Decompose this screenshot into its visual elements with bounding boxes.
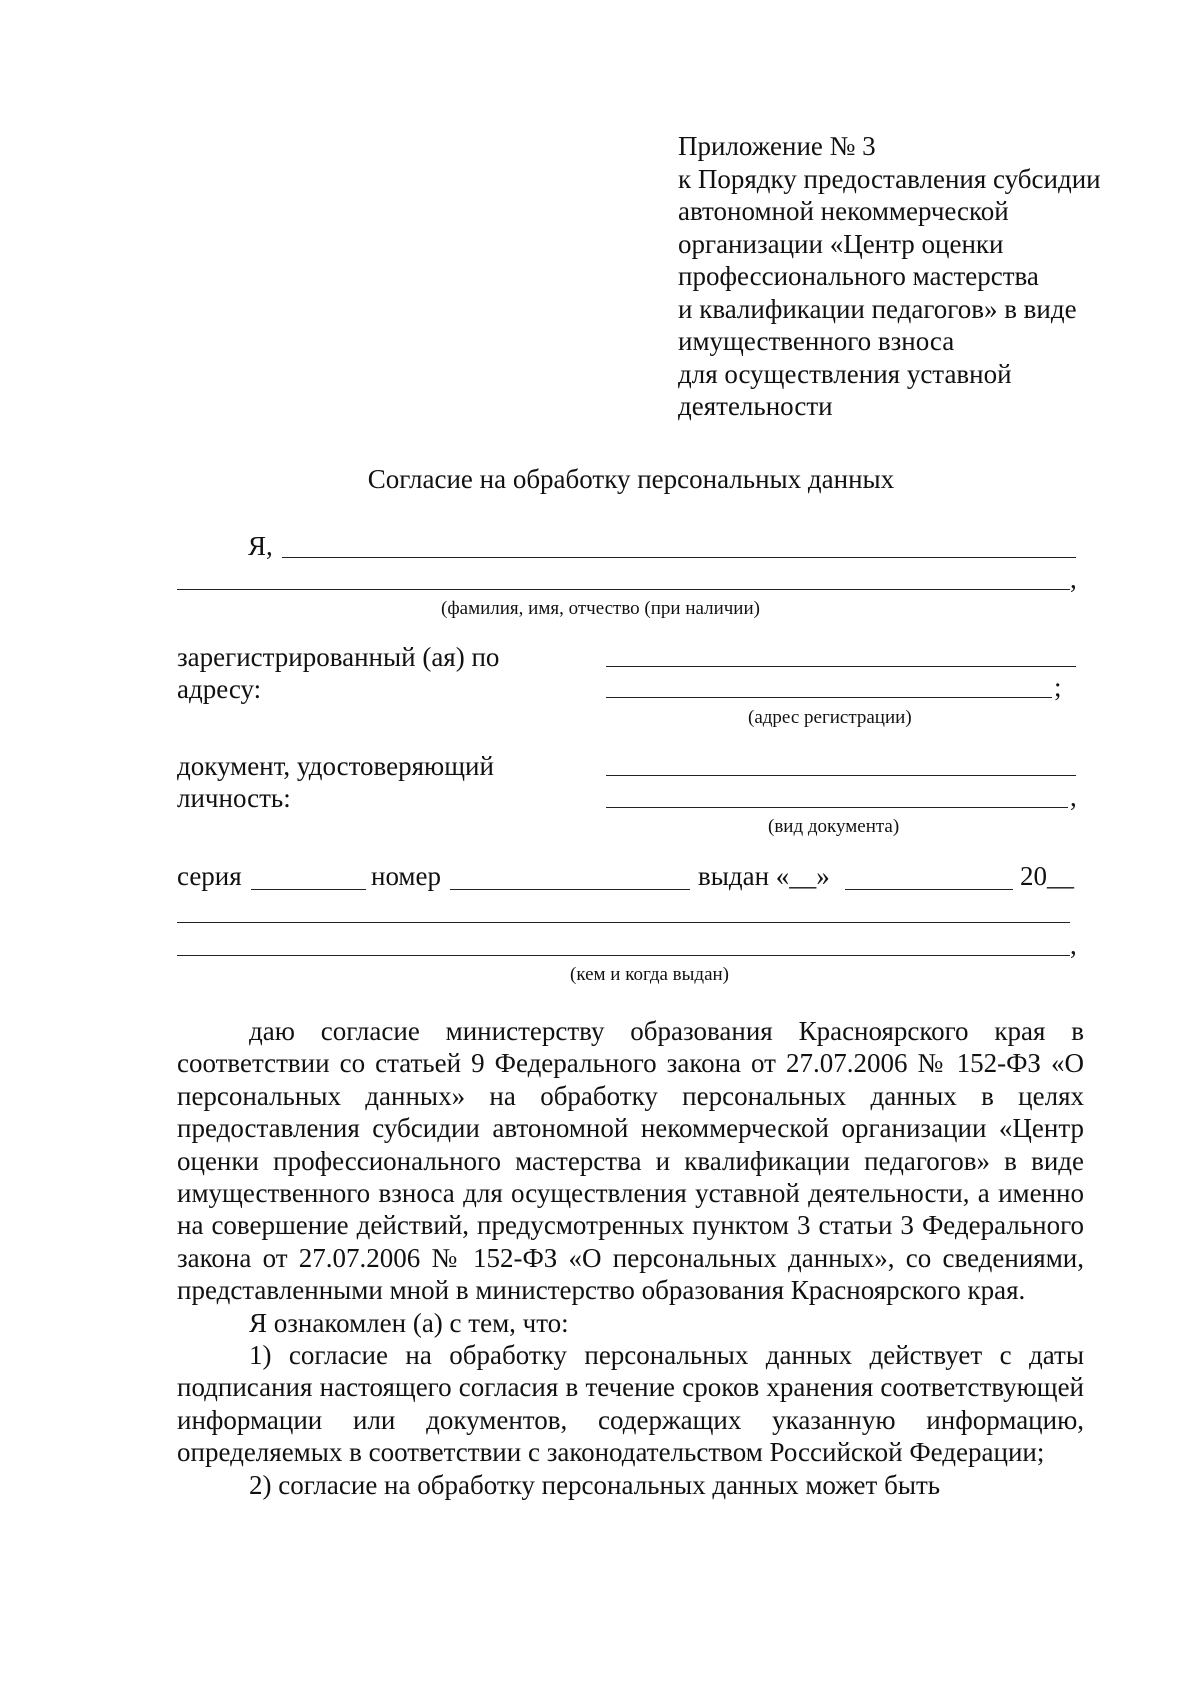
series-label: серия	[177, 861, 242, 891]
issued-by-line-1[interactable]	[177, 922, 1070, 923]
fio-comma: ,	[1070, 564, 1077, 594]
issued-by-comma: ,	[1070, 930, 1077, 960]
number-label: номер	[371, 861, 442, 891]
number-line[interactable]	[450, 889, 690, 890]
address-caption: (адрес регистрации)	[748, 707, 912, 728]
series-line[interactable]	[251, 889, 366, 890]
clause-1-paragraph: 1) согласие на обработку персональных данных действует с даты подписания настоящего согласия в течение сроков хранения соответствующей информации или документов, содержащих указанную информацию, определяемых в соответствии с законодательством Российской Федерации;	[177, 1340, 1084, 1468]
appendix-line: имущественного взноса	[678, 326, 955, 356]
document-line-2[interactable]	[606, 807, 1068, 808]
document-caption: (вид документа)	[768, 816, 900, 837]
address-label-line2: адресу:	[177, 674, 262, 704]
appendix-header	[678, 130, 1158, 423]
issued-by-line-2[interactable]	[177, 955, 1070, 956]
acknowledgement-paragraph: Я ознакомлен (а) с тем, что:	[249, 1307, 569, 1338]
fio-line-2[interactable]	[177, 589, 1070, 590]
issued-date-line[interactable]	[845, 889, 1013, 890]
address-label-line1: зарегистрированный (ая) по	[177, 642, 500, 672]
address-line-2[interactable]	[606, 697, 1052, 698]
appendix-line: к Порядку предоставления субсидии	[678, 163, 1101, 194]
document-label-line1: документ, удостоверяющий	[177, 751, 494, 781]
appendix-line: организации «Центр оценки	[678, 228, 1004, 259]
year-prefix: 20__	[1020, 861, 1074, 891]
consent-paragraph: даю согласие министерству образования Красноярского края в соответствии со статьей 9 Федерального закона от 27.07.2006 № 152-ФЗ «О персональных данных» на обработку персональных данных в целях предоставления субсидии автономной некоммерческой организации «Центр оценки профессионального мастерства и квалификации педагогов» в виде имущественного взноса для осуществления уставной деятельности, а именно на совершение действий, предусмотренных пунктом 3 статьи 3 Федерального закона от 27.07.2006 № 152-ФЗ «О персональных данных», со сведениями, представленными мной в министерство образования Красноярского края.	[177, 1016, 1084, 1306]
fio-line-1[interactable]	[282, 557, 1076, 558]
appendix-line: и квалификации педагогов» в виде	[678, 293, 1077, 324]
document-label-line2: личность:	[177, 783, 291, 813]
address-semicolon: ;	[1054, 672, 1062, 702]
i-label: Я,	[248, 531, 273, 561]
appendix-line: Приложение № 3	[678, 131, 876, 161]
clause-2-paragraph: 2) согласие на обработку персональных данных может быть	[249, 1469, 941, 1500]
fio-caption: (фамилия, имя, отчество (при наличии)	[441, 598, 760, 619]
appendix-line: деятельности	[678, 391, 833, 421]
appendix-line: профессионального мастерства	[678, 261, 1039, 291]
document-comma: ,	[1070, 782, 1077, 812]
document-line-1[interactable]	[606, 775, 1076, 776]
issued-caption: (кем и когда выдан)	[570, 964, 730, 985]
consent-body	[177, 1015, 1084, 1501]
address-line-1[interactable]	[606, 666, 1076, 667]
issued-label: выдан «__»	[698, 861, 830, 891]
document-title: Согласие на обработку персональных данных	[367, 464, 895, 494]
appendix-line: автономной некоммерческой	[678, 196, 1009, 226]
appendix-line: для осуществления уставной	[678, 358, 1012, 389]
